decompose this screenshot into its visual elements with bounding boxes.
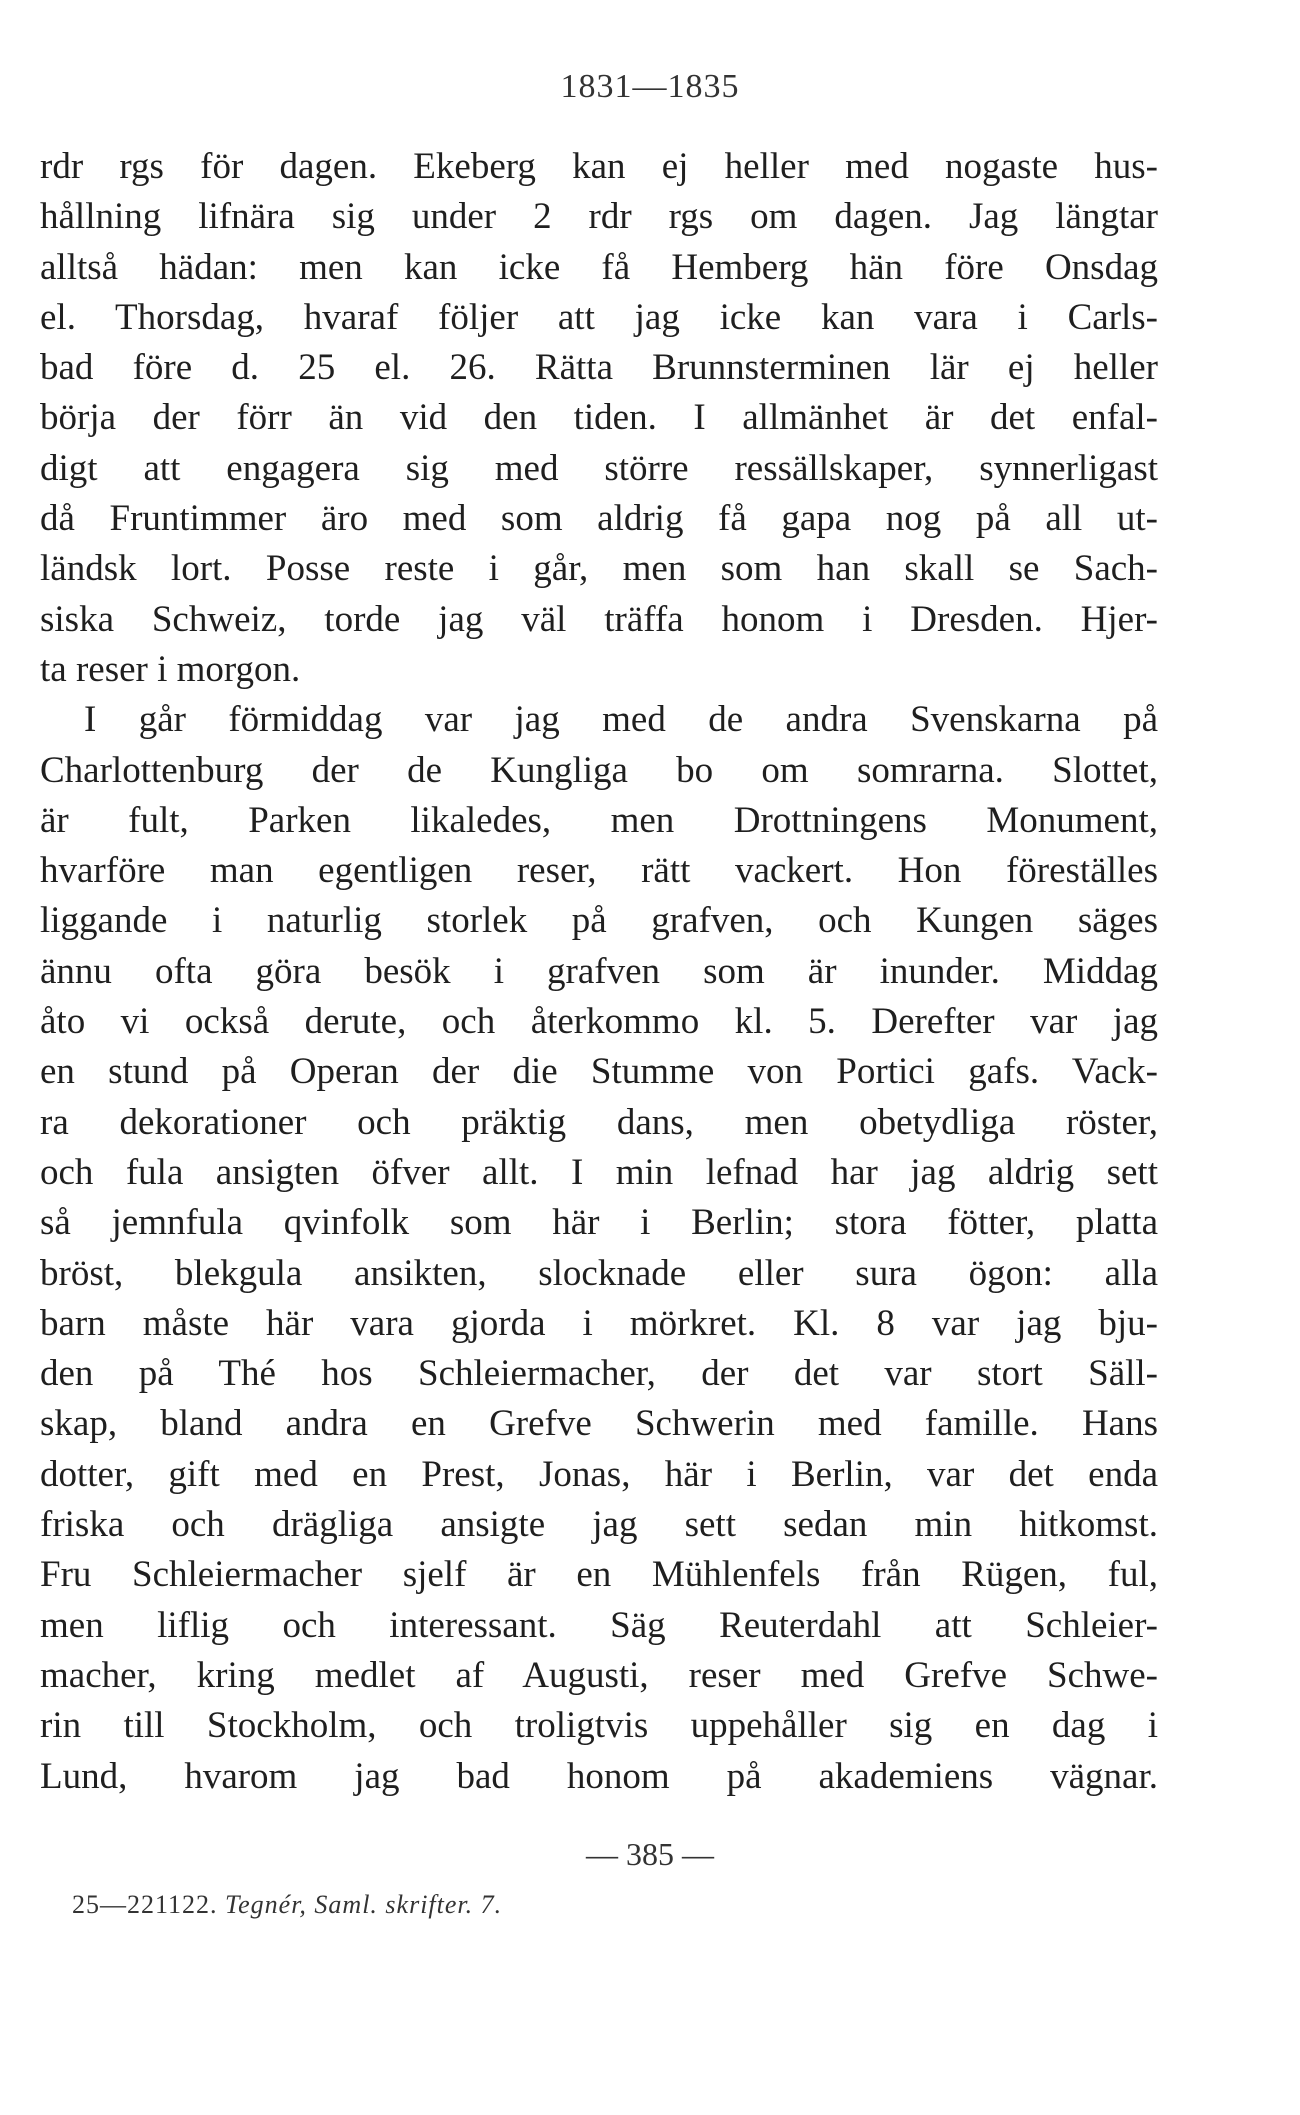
text-line: en stund på Operan der die Stumme von Portici gafs. Vack-	[40, 1051, 1158, 1093]
text-line: hvarföre man egentligen reser, rätt vackert. Hon föreställes	[40, 850, 1158, 892]
signature-number: 25—221122.	[72, 1890, 218, 1919]
text-line: så jemnfula qvinfolk som här i Berlin; stora fötter, platta	[40, 1202, 1158, 1244]
text-line: bad före d. 25 el. 26. Rätta Brunnsterminen lär ej heller	[40, 347, 1158, 389]
text-line: rin till Stockholm, och troligtvis uppehåller sig en dag i	[40, 1705, 1158, 1747]
text-line: hållning lifnära sig under 2 rdr rgs om dagen. Jag längtar	[40, 196, 1158, 238]
text-line: rdr rgs för dagen. Ekeberg kan ej heller med nogaste hus-	[40, 146, 1158, 187]
text-line: ländsk lort. Posse reste i går, men som han skall se Sach-	[40, 548, 1158, 590]
text-line: då Fruntimmer äro med som aldrig få gapa nog på all ut-	[40, 498, 1158, 540]
text-line: Fru Schleiermacher sjelf är en Mühlenfels från Rügen, ful,	[40, 1554, 1158, 1596]
text-line: och fula ansigten öfver allt. I min lefnad har jag aldrig sett	[40, 1151, 1158, 1193]
text-line: macher, kring medlet af Augusti, reser med Grefve Schwe-	[40, 1654, 1158, 1696]
text-line: digt att engagera sig med större ressällskaper, synnerligast	[40, 447, 1158, 489]
text-line: I går förmiddag var jag med de andra Svenskarna på	[84, 699, 1158, 741]
text-line: åto vi också derute, och återkommo kl. 5. Derefter var jag	[40, 1001, 1158, 1043]
text-line: men liflig och interessant. Säg Reuterdahl att Schleier-	[40, 1604, 1158, 1646]
body-text	[40, 142, 1158, 1802]
text-line: liggande i naturlig storlek på grafven, och Kungen säges	[40, 900, 1158, 942]
page-number: — 385 —	[586, 1836, 714, 1872]
text-line: bröst, blekgula ansikten, slocknade eller sura ögon: alla	[40, 1252, 1158, 1294]
text-line: friska och drägliga ansigte jag sett sedan min hitkomst.	[40, 1504, 1158, 1546]
text-line: ra dekorationer och präktig dans, men obetydliga röster,	[40, 1101, 1158, 1143]
text-line: är fult, Parken likaledes, men Drottningens Monument,	[40, 799, 1158, 841]
text-line: dotter, gift med en Prest, Jonas, här i Berlin, var det enda	[40, 1453, 1158, 1495]
text-line: börja der förr än vid den tiden. I allmänhet är det enfal-	[40, 397, 1158, 439]
signature-title: Tegnér, Saml. skrifter. 7.	[225, 1890, 503, 1919]
text-line: barn måste här vara gjorda i mörkret. Kl. 8 var jag bju-	[40, 1302, 1158, 1344]
text-line: ta reser i morgon.	[40, 648, 301, 690]
text-line: Charlottenburg der de Kungliga bo om somrarna. Slottet,	[40, 749, 1158, 791]
text-line: siska Schweiz, torde jag väl träffa honom i Dresden. Hjer-	[40, 598, 1158, 640]
text-line: ännu ofta göra besök i grafven som är inunder. Middag	[40, 950, 1158, 992]
text-line: den på Thé hos Schleiermacher, der det var stort Säll-	[40, 1353, 1158, 1395]
text-line: alltså hädan: men kan icke få Hemberg hän före Onsdag	[40, 246, 1158, 288]
text-line: el. Thorsdag, hvaraf följer att jag icke kan vara i Carls-	[40, 296, 1158, 338]
text-line: skap, bland andra en Grefve Schwerin med famille. Hans	[40, 1403, 1158, 1445]
text-line: Lund, hvarom jag bad honom på akademiens vägnar.	[40, 1755, 1158, 1797]
running-head: 1831—1835	[560, 68, 740, 105]
printer-signature	[72, 1890, 502, 1920]
